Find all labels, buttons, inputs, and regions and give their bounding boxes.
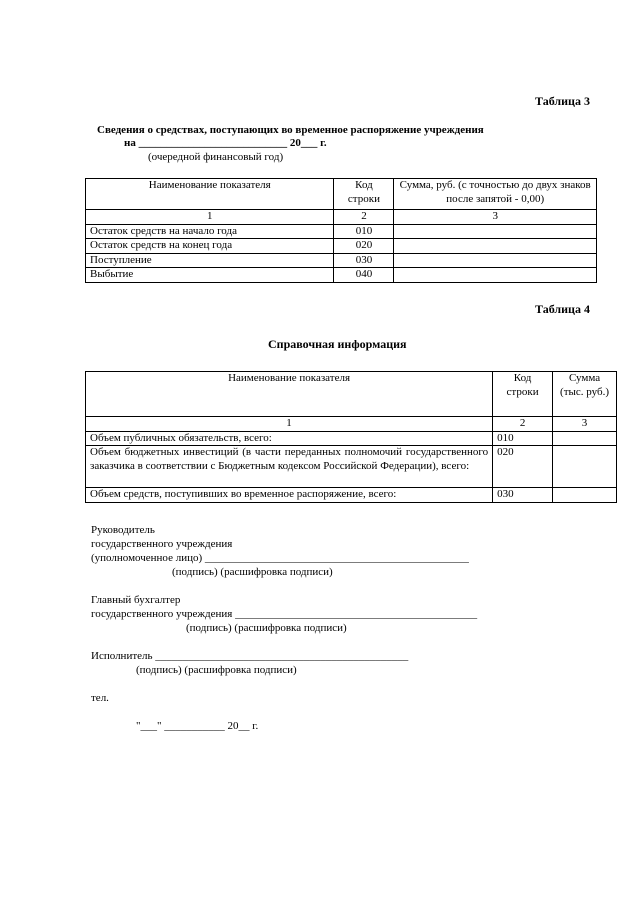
table-row: [86, 431, 617, 446]
row-code: 010: [493, 431, 553, 446]
row-sum[interactable]: [394, 224, 597, 239]
row-name: Объем публичных обязательств, всего:: [86, 431, 493, 446]
row-sum[interactable]: [553, 431, 617, 446]
phone-label: тел.: [91, 692, 109, 704]
table3-colnum: 1: [86, 210, 334, 225]
table-row: [86, 239, 597, 254]
table3-header-sum: Сумма, руб. (с точностью до двух знаков после запятой - 0,00): [394, 179, 597, 210]
table4-colnum: 3: [553, 417, 617, 432]
row-sum[interactable]: [553, 446, 617, 488]
table-row: [86, 446, 617, 488]
executor-signature-line[interactable]: Исполнитель ______________________________________________: [91, 650, 409, 662]
row-name: Выбытие: [86, 268, 334, 283]
table3: [85, 178, 597, 283]
period-year: 20___ г.: [289, 137, 327, 149]
head-org: государственного учреждения: [91, 538, 233, 550]
table3-title: Сведения о средствах, поступающих во временное распоряжение учреждения: [97, 124, 484, 136]
table3-period-line: [124, 137, 327, 149]
row-code: 040: [334, 268, 394, 283]
period-blank[interactable]: ___________________________: [138, 137, 288, 149]
table3-colnum: 2: [334, 210, 394, 225]
table-row: [86, 268, 597, 283]
row-name: Объем бюджетных инвестиций (в части переданных полномочий государственного заказчика в соответствии с Бюджетным кодексом Российской Федерации), всего:: [86, 446, 493, 488]
row-name: Остаток средств на конец года: [86, 239, 334, 254]
executor-signature-caption: (подпись) (расшифровка подписи): [136, 664, 297, 676]
table4-caption: Таблица 4: [535, 302, 590, 316]
row-code: 010: [334, 224, 394, 239]
head-signature-caption: (подпись) (расшифровка подписи): [172, 566, 333, 578]
row-sum[interactable]: [394, 239, 597, 254]
table3-colnum: 3: [394, 210, 597, 225]
table-row: [86, 488, 617, 503]
row-sum[interactable]: [553, 488, 617, 503]
table4-header-code: Код строки: [493, 372, 553, 417]
table3-header-code: Код строки: [334, 179, 394, 210]
accountant-signature-line[interactable]: государственного учреждения ____________________________________________: [91, 608, 478, 620]
row-name: Остаток средств на начало года: [86, 224, 334, 239]
row-name: Поступление: [86, 253, 334, 268]
table4-header-sum: Сумма (тыс. руб.): [553, 372, 617, 417]
table3-header-name: Наименование показателя: [86, 179, 334, 210]
table3-period-note: (очередной финансовый год): [148, 151, 284, 163]
period-prefix: на: [124, 137, 136, 149]
row-code: 030: [334, 253, 394, 268]
accountant-title: Главный бухгалтер: [91, 594, 181, 606]
table-row: [86, 224, 597, 239]
table4-colnum: 2: [493, 417, 553, 432]
row-code: 020: [334, 239, 394, 254]
table4-header-name: Наименование показателя: [86, 372, 493, 417]
head-signature-line[interactable]: (уполномоченное лицо) ________________________________________________: [91, 552, 469, 564]
row-sum[interactable]: [394, 253, 597, 268]
accountant-signature-caption: (подпись) (расшифровка подписи): [186, 622, 347, 634]
table4-title: Справочная информация: [268, 337, 407, 351]
row-sum[interactable]: [394, 268, 597, 283]
row-code: 020: [493, 446, 553, 488]
table3-caption: Таблица 3: [535, 94, 590, 108]
table-row: [86, 253, 597, 268]
head-title: Руководитель: [91, 524, 155, 536]
row-code: 030: [493, 488, 553, 503]
date-line[interactable]: "___" ___________ 20__ г.: [136, 720, 259, 732]
table4-colnum: 1: [86, 417, 493, 432]
table4: [85, 371, 617, 503]
row-name: Объем средств, поступивших во временное распоряжение, всего:: [86, 488, 493, 503]
